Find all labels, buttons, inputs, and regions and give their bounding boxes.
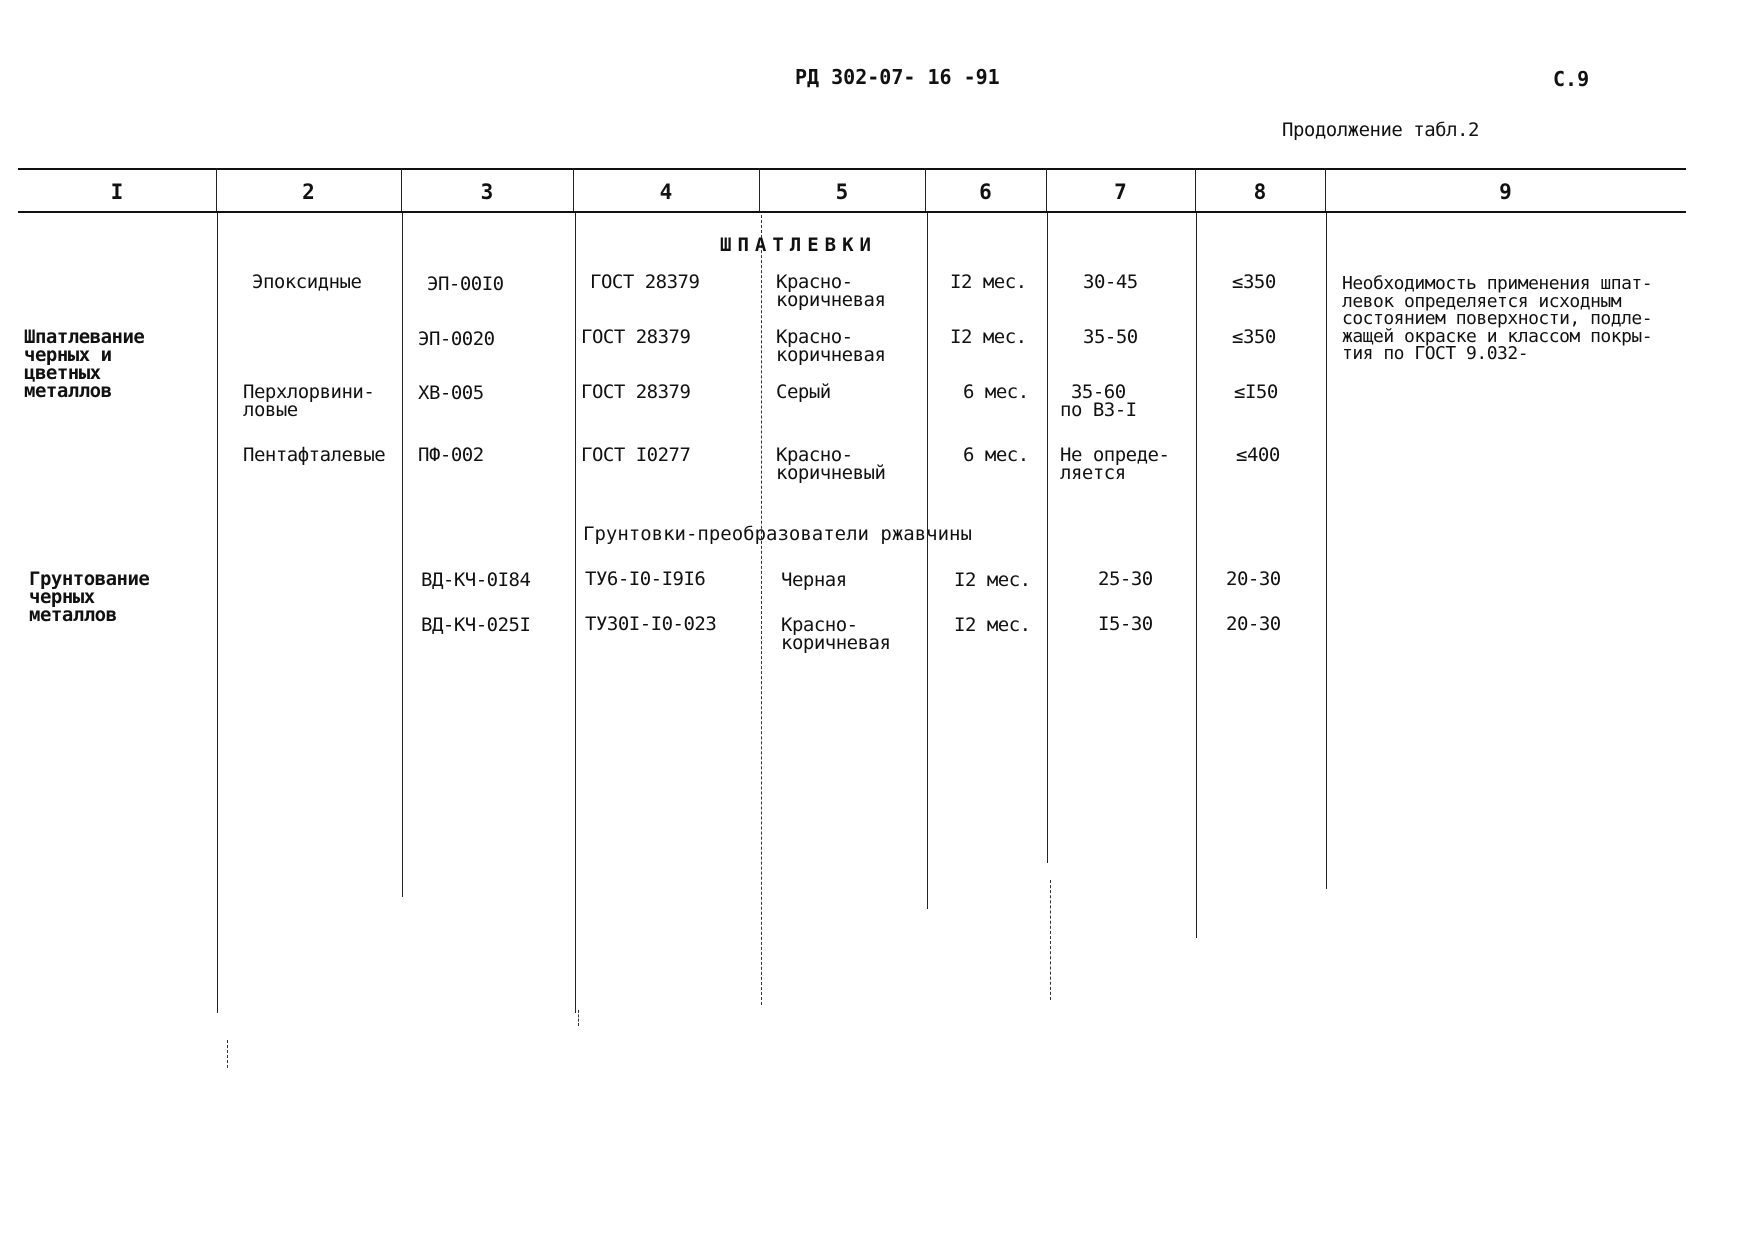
body-col-divider-fragment bbox=[578, 1010, 579, 1026]
table-cell-thickness: ≤I50 bbox=[1234, 381, 1278, 403]
table-cell-type: Эпоксидные bbox=[252, 271, 362, 293]
table-cell-mark: ЭП-00I0 bbox=[427, 273, 504, 295]
table-cell-standard: ТУ30I-I0-023 bbox=[585, 613, 717, 635]
table-cell-mark: ПФ-002 bbox=[418, 444, 484, 466]
column-number-6: 6 bbox=[979, 180, 992, 204]
table-cell-mark: ХВ-005 bbox=[418, 382, 484, 404]
header-col-divider bbox=[401, 168, 402, 211]
header-col-divider bbox=[1325, 168, 1326, 211]
table-cell-color: Черная bbox=[781, 569, 847, 591]
body-col-divider bbox=[1047, 213, 1048, 863]
section-heading-rust-converters: Грунтовки-преобразователи ржавчины bbox=[583, 523, 972, 545]
table-header-rule bbox=[18, 211, 1686, 213]
table-top-rule bbox=[18, 168, 1686, 170]
table-cell-thickness: ≤350 bbox=[1232, 326, 1276, 348]
table-continuation-label: Продолжение табл.2 bbox=[1282, 119, 1479, 141]
header-col-divider bbox=[1195, 168, 1196, 211]
header-col-divider bbox=[573, 168, 574, 211]
table-cell-shelf-life: 6 мес. bbox=[963, 381, 1029, 403]
purpose-puttying: Шпатлевание черных и цветных металлов bbox=[24, 326, 145, 402]
table-cell-shelf-life: I2 мес. bbox=[950, 326, 1027, 348]
table-cell-drying-time: 30-45 bbox=[1083, 271, 1138, 293]
application-note: Необходимость применения шпат- левок определяется исходным состоянием поверхности, подле- жащей окраске и классом покры- тия по ГОСТ 9.032- bbox=[1342, 273, 1653, 364]
column-number-9: 9 bbox=[1499, 180, 1512, 204]
table-cell-standard: ГОСТ 28379 bbox=[581, 326, 691, 348]
body-col-divider bbox=[1326, 213, 1327, 889]
table-cell-color: Красно- коричневая bbox=[776, 271, 886, 311]
body-col-divider-fragment bbox=[1050, 880, 1051, 1000]
header-col-divider bbox=[925, 168, 926, 211]
purpose-priming: Грунтование черных металлов bbox=[29, 568, 150, 626]
body-col-divider bbox=[402, 213, 403, 897]
table-cell-thickness: ≤400 bbox=[1236, 444, 1280, 466]
section-heading-putties: ШПАТЛЕВКИ bbox=[720, 234, 877, 256]
table-cell-standard: ТУ6-I0-I9I6 bbox=[585, 568, 706, 590]
table-cell-thickness: 20-30 bbox=[1226, 568, 1281, 590]
table-cell-type: Перхлорвини- ловые bbox=[243, 381, 375, 421]
table-cell-standard: ГОСТ 28379 bbox=[581, 381, 691, 403]
header-col-divider bbox=[759, 168, 760, 211]
table-cell-drying-time: 25-30 bbox=[1098, 568, 1153, 590]
table-cell-color: Серый bbox=[776, 381, 831, 403]
table-cell-drying-time: Не опреде- ляется bbox=[1060, 444, 1170, 484]
column-number-5: 5 bbox=[835, 180, 849, 204]
table-cell-shelf-life: I2 мес. bbox=[950, 271, 1027, 293]
column-number-3: 3 bbox=[480, 180, 494, 204]
document-code: РД 302-07- 16 -91 bbox=[795, 65, 1000, 89]
table-cell-thickness: ≤350 bbox=[1232, 271, 1276, 293]
column-number-1: I bbox=[110, 180, 124, 204]
table-cell-color: Красно- коричневый bbox=[776, 444, 886, 484]
table-cell-mark: ЭП-0020 bbox=[418, 328, 495, 350]
body-col-divider bbox=[575, 213, 576, 1013]
column-number-8: 8 bbox=[1253, 180, 1267, 204]
table-cell-mark: ВД-КЧ-0I84 bbox=[421, 569, 531, 591]
table-cell-drying-time: I5-30 bbox=[1098, 613, 1153, 635]
column-number-2: 2 bbox=[302, 180, 315, 204]
body-col-divider bbox=[217, 213, 218, 1013]
body-col-divider bbox=[927, 213, 928, 909]
page-number: С.9 bbox=[1553, 67, 1590, 91]
table-cell-mark: ВД-КЧ-025I bbox=[421, 614, 531, 636]
table-cell-shelf-life: I2 мес. bbox=[954, 569, 1031, 591]
body-col-divider-fragment bbox=[227, 1040, 228, 1068]
table-cell-color: Красно- коричневая bbox=[776, 326, 886, 366]
table-cell-drying-time: 35-50 bbox=[1083, 326, 1138, 348]
column-number-4: 4 bbox=[659, 180, 673, 204]
column-number-7: 7 bbox=[1114, 180, 1127, 204]
table-cell-standard: ГОСТ I0277 bbox=[581, 444, 691, 466]
header-col-divider bbox=[216, 168, 217, 211]
table-cell-type: Пентафталевые bbox=[243, 444, 386, 466]
table-cell-thickness: 20-30 bbox=[1226, 613, 1281, 635]
header-col-divider bbox=[1046, 168, 1047, 211]
body-col-divider bbox=[1196, 213, 1197, 938]
table-cell-drying-time: 35-60 по ВЗ-I bbox=[1060, 381, 1137, 421]
table-cell-standard: ГОСТ 28379 bbox=[590, 271, 700, 293]
table-cell-shelf-life: I2 мес. bbox=[954, 614, 1031, 636]
table-cell-shelf-life: 6 мес. bbox=[963, 444, 1029, 466]
body-col-divider bbox=[761, 215, 762, 1005]
table-cell-color: Красно- коричневая bbox=[781, 614, 891, 654]
